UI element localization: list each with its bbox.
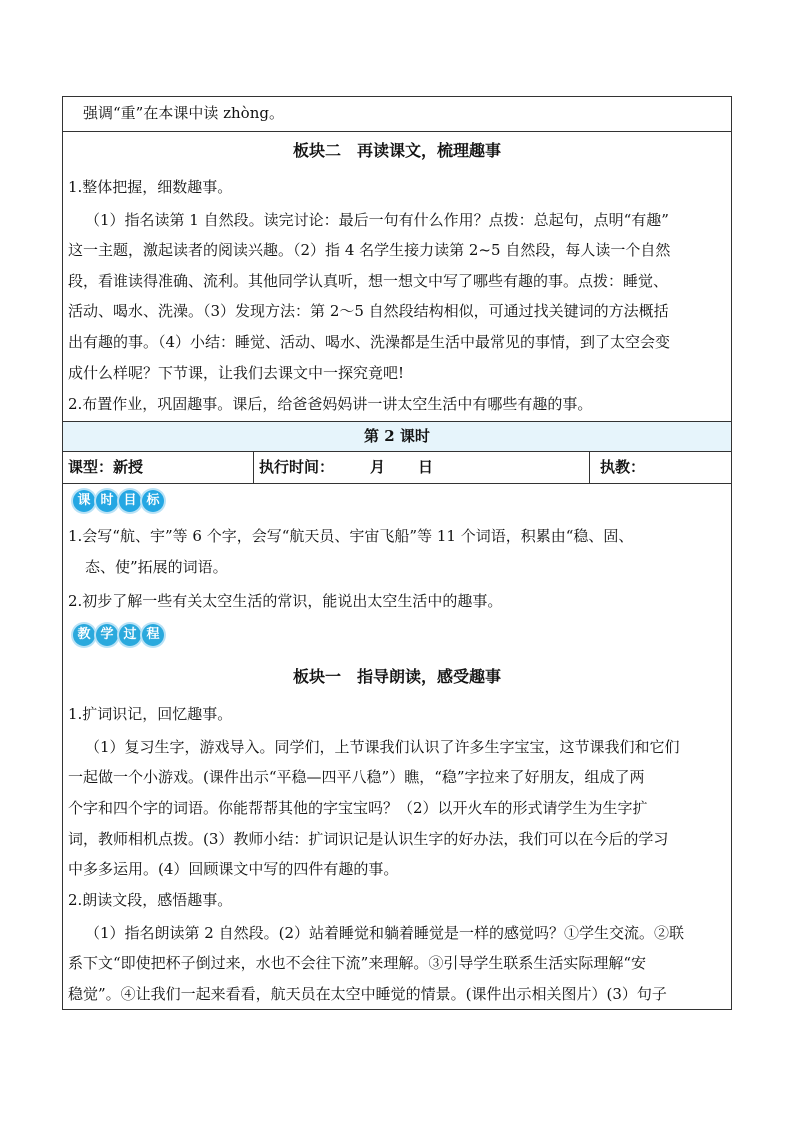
cell-divider [253,452,254,483]
badge-char: 学 [96,624,118,646]
info-row [63,452,731,483]
goal-line: 1.会写“航、宇”等 6 个字，会写“航天员、宇宙飞船”等 11 个词语，积累由“稳、固、 [68,527,634,545]
section2-line: 词，教师相机点拨。(3）教师小结：扩词识记是认识生字的好办法，我们可以在今后的学习 [68,830,669,848]
section2-line: （1）指名朗读第 2 自然段。(2）站着睡觉和躺着睡觉是一样的感觉吗？①学生交流。②联 [85,924,685,942]
lesson-band-title: 第 2 课时 [364,427,430,445]
section1-line: 活动、喝水、洗澡。（3）发现方法：第 2～5 自然段结构相似，可通过找关键词的方法概括 [68,302,669,320]
section2-line: 一起做一个小游戏。(课件出示“平稳—四平八稳”）瞧，“稳”字拉来了好朋友，组成了两 [68,768,645,786]
lesson-type: 课型：新授 [68,458,144,476]
goal-line: 2.初步了解一些有关太空生活的常识，能说出太空生活中的趣事。 [68,592,503,610]
section1-line: （1）指名读第 1 自然段。读完讨论：最后一句有什么作用？点拨：总起句，点明“有趣” [85,211,669,229]
teacher-label: 执教： [600,458,646,476]
section2-line: （1）复习生字，游戏导入。同学们，上节课我们认识了许多生字宝宝，这节课我们和它们 [85,738,680,756]
badge-char: 教 [73,624,95,646]
lesson-plan-table [62,96,732,1010]
section1-line: 2.布置作业，巩固趣事。课后，给爸爸妈妈讲一讲太空生活中有哪些有趣的事。 [68,395,593,413]
section2-line: 个字和四个字的词语。你能帮帮其他的字宝宝吗？（2）以开火车的形式请学生为生字扩 [68,799,648,817]
badge-char: 课 [73,490,95,512]
section1-line: 这一主题，激起读者的阅读兴趣。（2）指 4 名学生接力读第 2~5 自然段，每人读一个自然 [68,241,671,259]
process-badge [73,622,164,648]
section-heading-1: 板块二 再读课文，梳理趣事 [292,141,501,160]
section1-line: 成什么样呢？下节课，让我们去课文中一探究竟吧! [68,364,405,382]
section2-line: 稳觉”。④让我们一起来看看，航天员在太空中睡觉的情景。(课件出示相关图片）(3）句子 [68,985,667,1003]
badge-char: 程 [142,624,164,646]
section2-line: 1.扩词识记，回忆趣事。 [68,705,233,723]
top-line: 强调“重”在本课中读 zhòng。 [83,104,284,122]
section1-line: 出有趣的事。（4）小结：睡觉、活动、喝水、洗澡都是生活中最常见的事情，到了太空会变 [68,333,671,351]
badge-char: 标 [142,490,164,512]
badge-char: 时 [96,490,118,512]
time-label: 执行时间： [259,458,335,476]
badge-char: 过 [119,624,141,646]
goal-line: 态、使”拓展的词语。 [85,558,228,576]
cell-divider [589,452,590,483]
section2-line: 中多多运用。(4）回顾课文中写的四件有趣的事。 [68,860,399,878]
month-label: 月 [370,458,386,476]
goals-badge [73,488,164,514]
section1-line: 1.整体把握，细数趣事。 [68,178,233,196]
divider [63,483,731,484]
lesson-band [63,422,731,451]
badge-char: 目 [119,490,141,512]
section-heading-2: 板块一 指导朗读，感受趣事 [292,667,501,686]
section2-line: 系下文“即使把杯子倒过来，水也不会往下流”来理解。③引导学生联系生活实际理解“安 [68,954,647,972]
section1-line: 段，看谁读得准确、流利。其他同学认真听，想一想文中写了哪些有趣的事。点拨：睡觉、 [68,272,669,290]
divider [63,131,731,132]
day-label: 日 [418,458,434,476]
section2-line: 2.朗读文段，感悟趣事。 [68,891,233,909]
